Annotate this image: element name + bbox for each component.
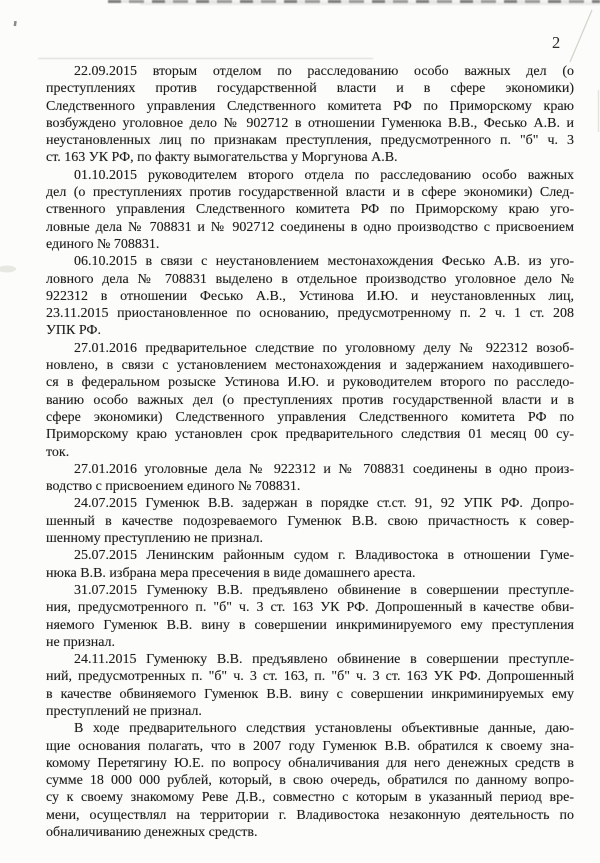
text-line: 01.10.2015 руководителем второго отдела по расследованию особо важных — [74, 167, 574, 183]
text-line: ний, предусмотренных п. "б" ч. 3 ст. 163, п. "б" ч. 3 ст. 163 УК РФ. Допрошенный — [46, 669, 574, 685]
text-line: Следственного управления Следственного комитета РФ по Приморскому краю — [46, 98, 574, 114]
text-line: УПК РФ. — [46, 323, 101, 339]
text-line: ст. 163 УК РФ, по факту вымогательства у Моргунова А.В. — [46, 150, 398, 166]
text-line: обналичиванию денежных средств. — [46, 825, 258, 841]
text-line: единого № 708831. — [46, 236, 160, 252]
document-body — [46, 63, 574, 841]
text-line: Приморскому краю установлен срок предварительного следствия 01 месяц 00 су- — [46, 427, 574, 443]
paragraph — [46, 461, 574, 496]
text-line: 31.07.2015 Гуменюку В.В. предъявлено обвинение в совершении преступле- — [74, 582, 574, 598]
text-line: новлено, в связи с установлением местонахождения и задержанием находившего- — [46, 358, 574, 374]
text-line: щие основания полагать, что в 2007 году Гуменюк В.В. обратился к своему зна- — [46, 738, 574, 754]
text-line: неустановленных лиц по признакам преступления, предусмотренного п. "б" ч. 3 — [46, 133, 574, 149]
text-line: водство с присвоением единого № 708831. — [46, 479, 301, 495]
paragraph — [46, 63, 574, 167]
text-line: ловного дела № 708831 выделено в отдельное производство уголовное дело № — [46, 271, 574, 287]
paragraph — [46, 495, 574, 547]
text-line: преступлениях против государственной власти и в сфере экономики) — [46, 81, 574, 97]
text-line: дел (о преступлениях против государственной власти и в сфере экономики) След- — [46, 185, 574, 201]
text-line: возбуждено уголовное дело № 902712 в отношении Гуменюка В.В., Фесько А.В. и — [46, 115, 574, 131]
text-line: ся в федеральном розыске Устинова И.Ю. и руководителем второго по расследо- — [46, 375, 574, 391]
text-line: ток. — [46, 444, 70, 460]
text-line: ванию особо важных дел (о преступлениях против государственной власти и в — [46, 392, 574, 408]
text-line: нюка В.В. избрана мера пресечения в виде домашнего ареста. — [46, 565, 416, 581]
text-line: ловные дела № 708831 и № 902712 соединены в одно производство с присвоением — [46, 219, 574, 235]
text-line: 24.07.2015 Гуменюк В.В. задержан в порядке ст.ст. 91, 92 УПК РФ. Допро- — [74, 496, 574, 512]
text-line: 27.01.2016 уголовные дела № 922312 и № 708831 соединены в одно произ- — [74, 461, 574, 477]
text-line: преступлений не признал. — [46, 703, 202, 719]
text-line: няемого Гуменюк В.В. вину в совершении инкриминируемого ему преступления — [46, 617, 574, 633]
text-line: В ходе предварительного следствия установлены объективные данные, даю- — [74, 721, 574, 737]
text-line: шенный в качестве подозреваемого Гуменюк В.В. свою причастность к совер- — [46, 513, 574, 529]
text-line: сумме 18 000 000 рублей, который, в свою очередь, обратился по данному вопро- — [46, 773, 574, 789]
page-number: 2 — [552, 33, 561, 52]
paragraph — [46, 253, 574, 339]
page-crease-top-right — [570, 10, 592, 62]
text-line: комому Перетягину Ю.Е. по вопросу обналичивания для него денежных средств в — [46, 755, 574, 771]
text-line: 23.11.2015 приостановленное по основанию, предусмотренному п. 2 ч. 1 ст. 208 — [46, 306, 574, 322]
text-line: ственного управления Следственного комитета РФ по Приморскому краю уго- — [46, 202, 574, 218]
text-line: 06.10.2015 в связи с неустановлением местонахождения Фесько А.В. из уго- — [74, 254, 574, 270]
paragraph — [46, 340, 574, 461]
text-line: 25.07.2015 Ленинским районным судом г. Владивостока в отношении Гуме- — [74, 548, 574, 564]
text-line: мени, осуществлял на территории г. Владивостока незаконную деятельность по — [46, 807, 574, 823]
text-line: ния, предусмотренного п. "б" ч. 3 ст. 163 УК РФ. Допрошенный в качестве обви- — [46, 600, 574, 616]
paragraph — [46, 720, 574, 841]
scan-artifact-streak — [38, 58, 373, 59]
text-line: сфере экономики) Следственного управления Следственного комитета РФ по — [46, 409, 574, 425]
scan-speck-top-left — [14, 21, 17, 26]
text-line: шенному преступлению не признал. — [46, 531, 263, 547]
text-line: 922312 в отношении Фесько А.В., Устинова И.Ю. и неустановленных лиц, — [46, 288, 574, 304]
paragraph — [46, 582, 574, 651]
scan-artifact-top-edge-fade — [140, 3, 600, 5]
scan-smudge-left-edge — [0, 266, 16, 273]
paragraph — [46, 167, 574, 253]
paragraph — [46, 547, 574, 582]
text-line: 22.09.2015 вторым отделом по расследованию особо важных дел (о — [74, 64, 574, 79]
text-line: 27.01.2016 предварительное следствие по уголовному делу № 922312 возоб- — [74, 340, 574, 356]
text-line: 24.11.2015 Гуменюку В.В. предъявлено обвинение в совершении преступле- — [74, 652, 574, 668]
paragraph — [46, 651, 574, 720]
text-line: не признал. — [46, 634, 116, 650]
text-line: в качестве обвиняемого Гуменюк В.В. вину с совершении инкриминируемых ему — [46, 686, 574, 702]
text-line: су к своему знакомому Реве Д.В., совместно с которым в указанный период вре- — [46, 790, 574, 806]
